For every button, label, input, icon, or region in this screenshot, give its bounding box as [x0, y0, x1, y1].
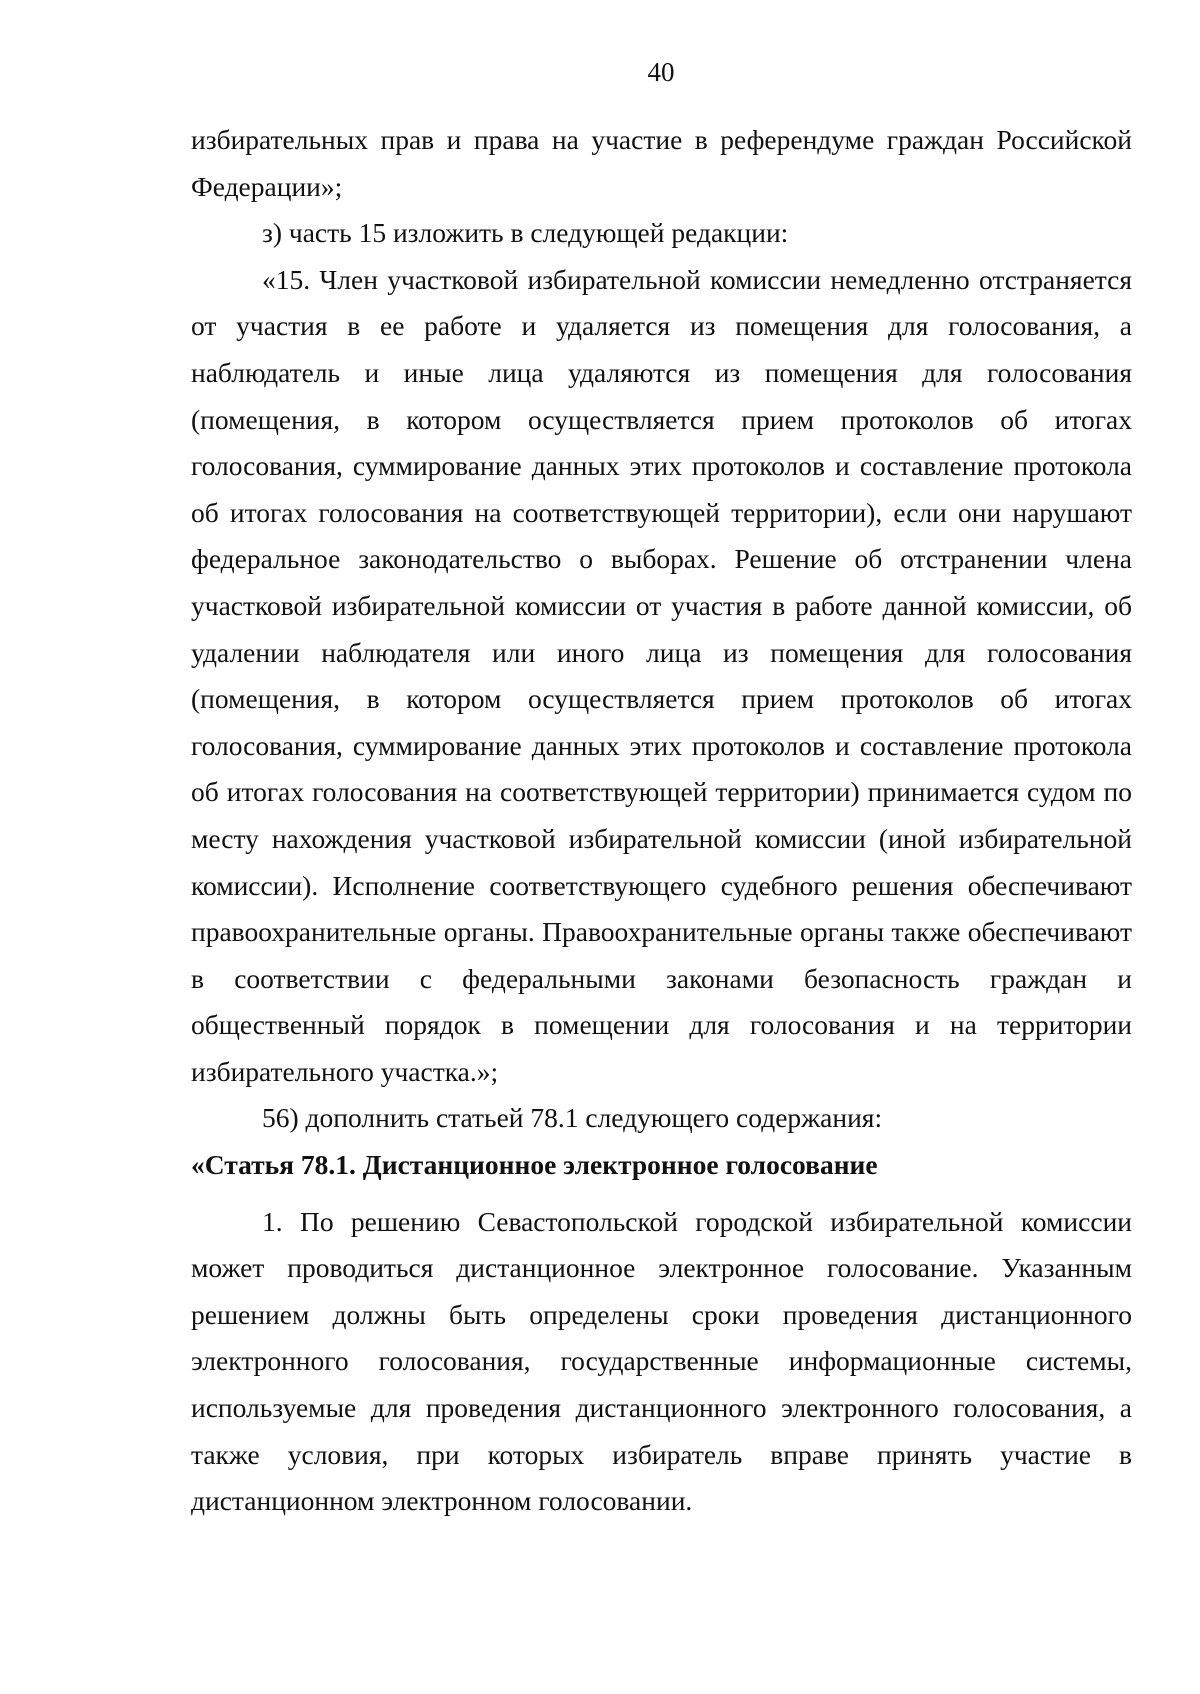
page-number: 40: [647, 57, 675, 87]
document-body: [191, 117, 1132, 1525]
paragraph-item-z: з) часть 15 изложить в следующей редакции:: [262, 217, 789, 249]
article-heading: «Статья 78.1. Дистанционное электронное голосование: [191, 1149, 878, 1181]
paragraph-part-15: «15. Член участковой избирательной комиссии немедленно отстраняется от участия в ее работе и удаляется из помещения для голосования, а наблюдатель и иные лица удаляются из помещения для голосования (помещения, в котором осуществляется прием протоколов об итогах голосования, суммирование данных этих протоколов и составление протокола об итогах голосования на соответствующей территории), если они нарушают федеральное законодательство о выборах. Решение об отстранении члена участковой избирательной комиссии от участия в работе данной комиссии, об удалении наблюдателя или иного лица из помещения для голосования (помещения, в котором осуществляется прием протоколов об итогах голосования, суммирование данных этих протоколов и составление протокола об итогах голосования на соответствующей территории) принимается судом по месту нахождения участковой избирательной комиссии (иной избирательной комиссии). Исполнение соответствующего судебного решения обеспечивают правоохранительные органы. Правоохранительные органы также обеспечивают в соответствии с федеральными законами безопасность граждан и общественный порядок в помещении для голосования и на территории избирательного участка.»;: [191, 263, 1132, 1087]
paragraph-item-56: 56) дополнить статьей 78.1 следующего содержания:: [262, 1102, 883, 1134]
paragraph-article-point-1: 1. По решению Севастопольской городской избирательной комиссии может проводиться дистанционное электронное голосование. Указанным решением должны быть определены сроки проведения дистанционного электронного голосования, государственные информационные системы, используемые для проведения дистанционного электронного голосования, а также условия, при которых избиратель вправе принять участие в дистанционном электронном голосовании.: [191, 1205, 1132, 1517]
paragraph-continuation: избирательных прав и права на участие в референдуме граждан Российской Федерации»;: [191, 124, 1132, 202]
